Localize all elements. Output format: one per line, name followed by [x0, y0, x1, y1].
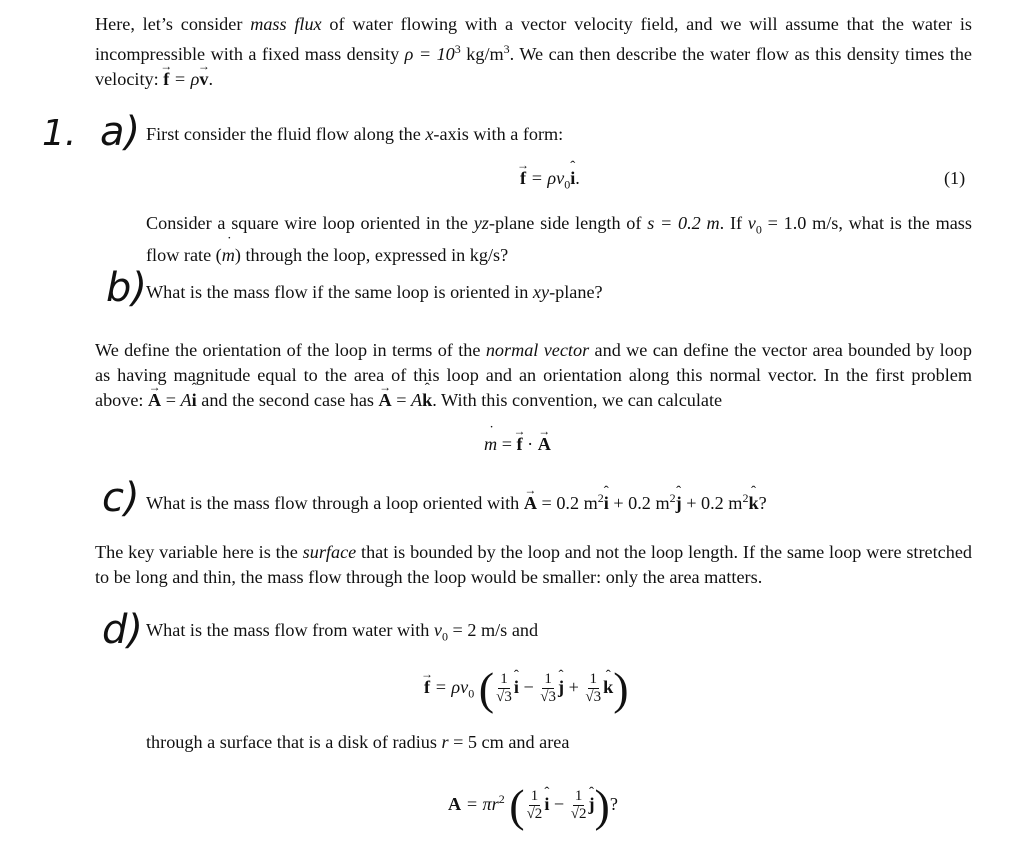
fraction-area-j: $\frac{1}{√2}$ — [570, 788, 587, 823]
orientation-paragraph: We define the orientation of the loop in terms of the normal vector and we can define the vector area bounded by loop as having magnitude equal to the area of this loop and an orientation along this normal vector. In the first problem above: → A = Aˆ i and the second case has → A = Aˆ k. With this convention, we can calculate — [95, 338, 972, 413]
intro-paragraph: Here, let’s consider mass flux of water flowing with a vector velocity field, and we will assume that the water is incompressible with a fixed mass density $\rho = 10^3$ $kg/m^3$. We can then describe the water flow as this density times the velocity: → f = ρ→ v. — [95, 12, 972, 92]
handwritten-label-a: a) — [100, 109, 141, 155]
handwritten-label-c: c) — [102, 475, 140, 521]
handwritten-problem-number: 1. — [42, 113, 77, 154]
part-a-intro: First consider the fluid flow along the x-axis with a form: — [146, 124, 564, 144]
mass-flow-equation: ˙ m = → f · → A — [484, 432, 551, 457]
velocity-field-equation: → $f = \rho v_0$ ( $\frac{1}{√3}$ ˆ i − $\frac{1}{√3}$ ˆ j + $\frac{1}{√3}$ ˆ k) — [424, 662, 629, 719]
equation-1: → $f = \rho v_0ˆ$ i. — [520, 166, 580, 198]
equation-number: (1) — [944, 168, 966, 188]
fraction-k: $\frac{1}{√3}$ — [585, 671, 602, 706]
part-d-surface-text: through a surface that is a disk of radius r = 5 cm and area — [146, 732, 570, 752]
fraction-i: $\frac{1}{√3}$ — [496, 671, 512, 706]
part-d-question: What is the mass flow from water with $v_0 = 2$ m/s and — [146, 620, 539, 644]
handwritten-label-b: b) — [106, 265, 147, 311]
part-c-question: What is the mass flow through a loop oriented with → A = 0.2 $m^2ˆ$ i + 0.2 $m^2ˆ$ j + 0.2 $m^2ˆ$ k? — [146, 486, 972, 516]
handwritten-label-d: d) — [102, 607, 143, 653]
fraction-area-i: $\frac{1}{√2}$ — [526, 788, 543, 823]
part-b-question: What is the mass flow if the same loop is oriented in xy-plane? — [146, 282, 603, 302]
fraction-j: $\frac{1}{√3}$ — [540, 671, 556, 706]
part-a-question: Consider a square wire loop oriented in the yz-plane side length of s = 0.2 m. If $v_0 = 1.0$ m/s, what is the mass flow rate (˙ m) through the loop, expressed in kg/s? — [146, 211, 972, 268]
area-vector-equation: $A = \pi r^2$ ( $\frac{1}{√2}$ ˆ i − $\frac{1}{√2}$ ˆ j)? — [448, 774, 618, 829]
surface-paragraph: The key variable here is the surface that is bounded by the loop and not the loop length. If the same loop were stretched to be long and thin, the mass flow through the loop would be smaller: only the area matters. — [95, 542, 973, 587]
